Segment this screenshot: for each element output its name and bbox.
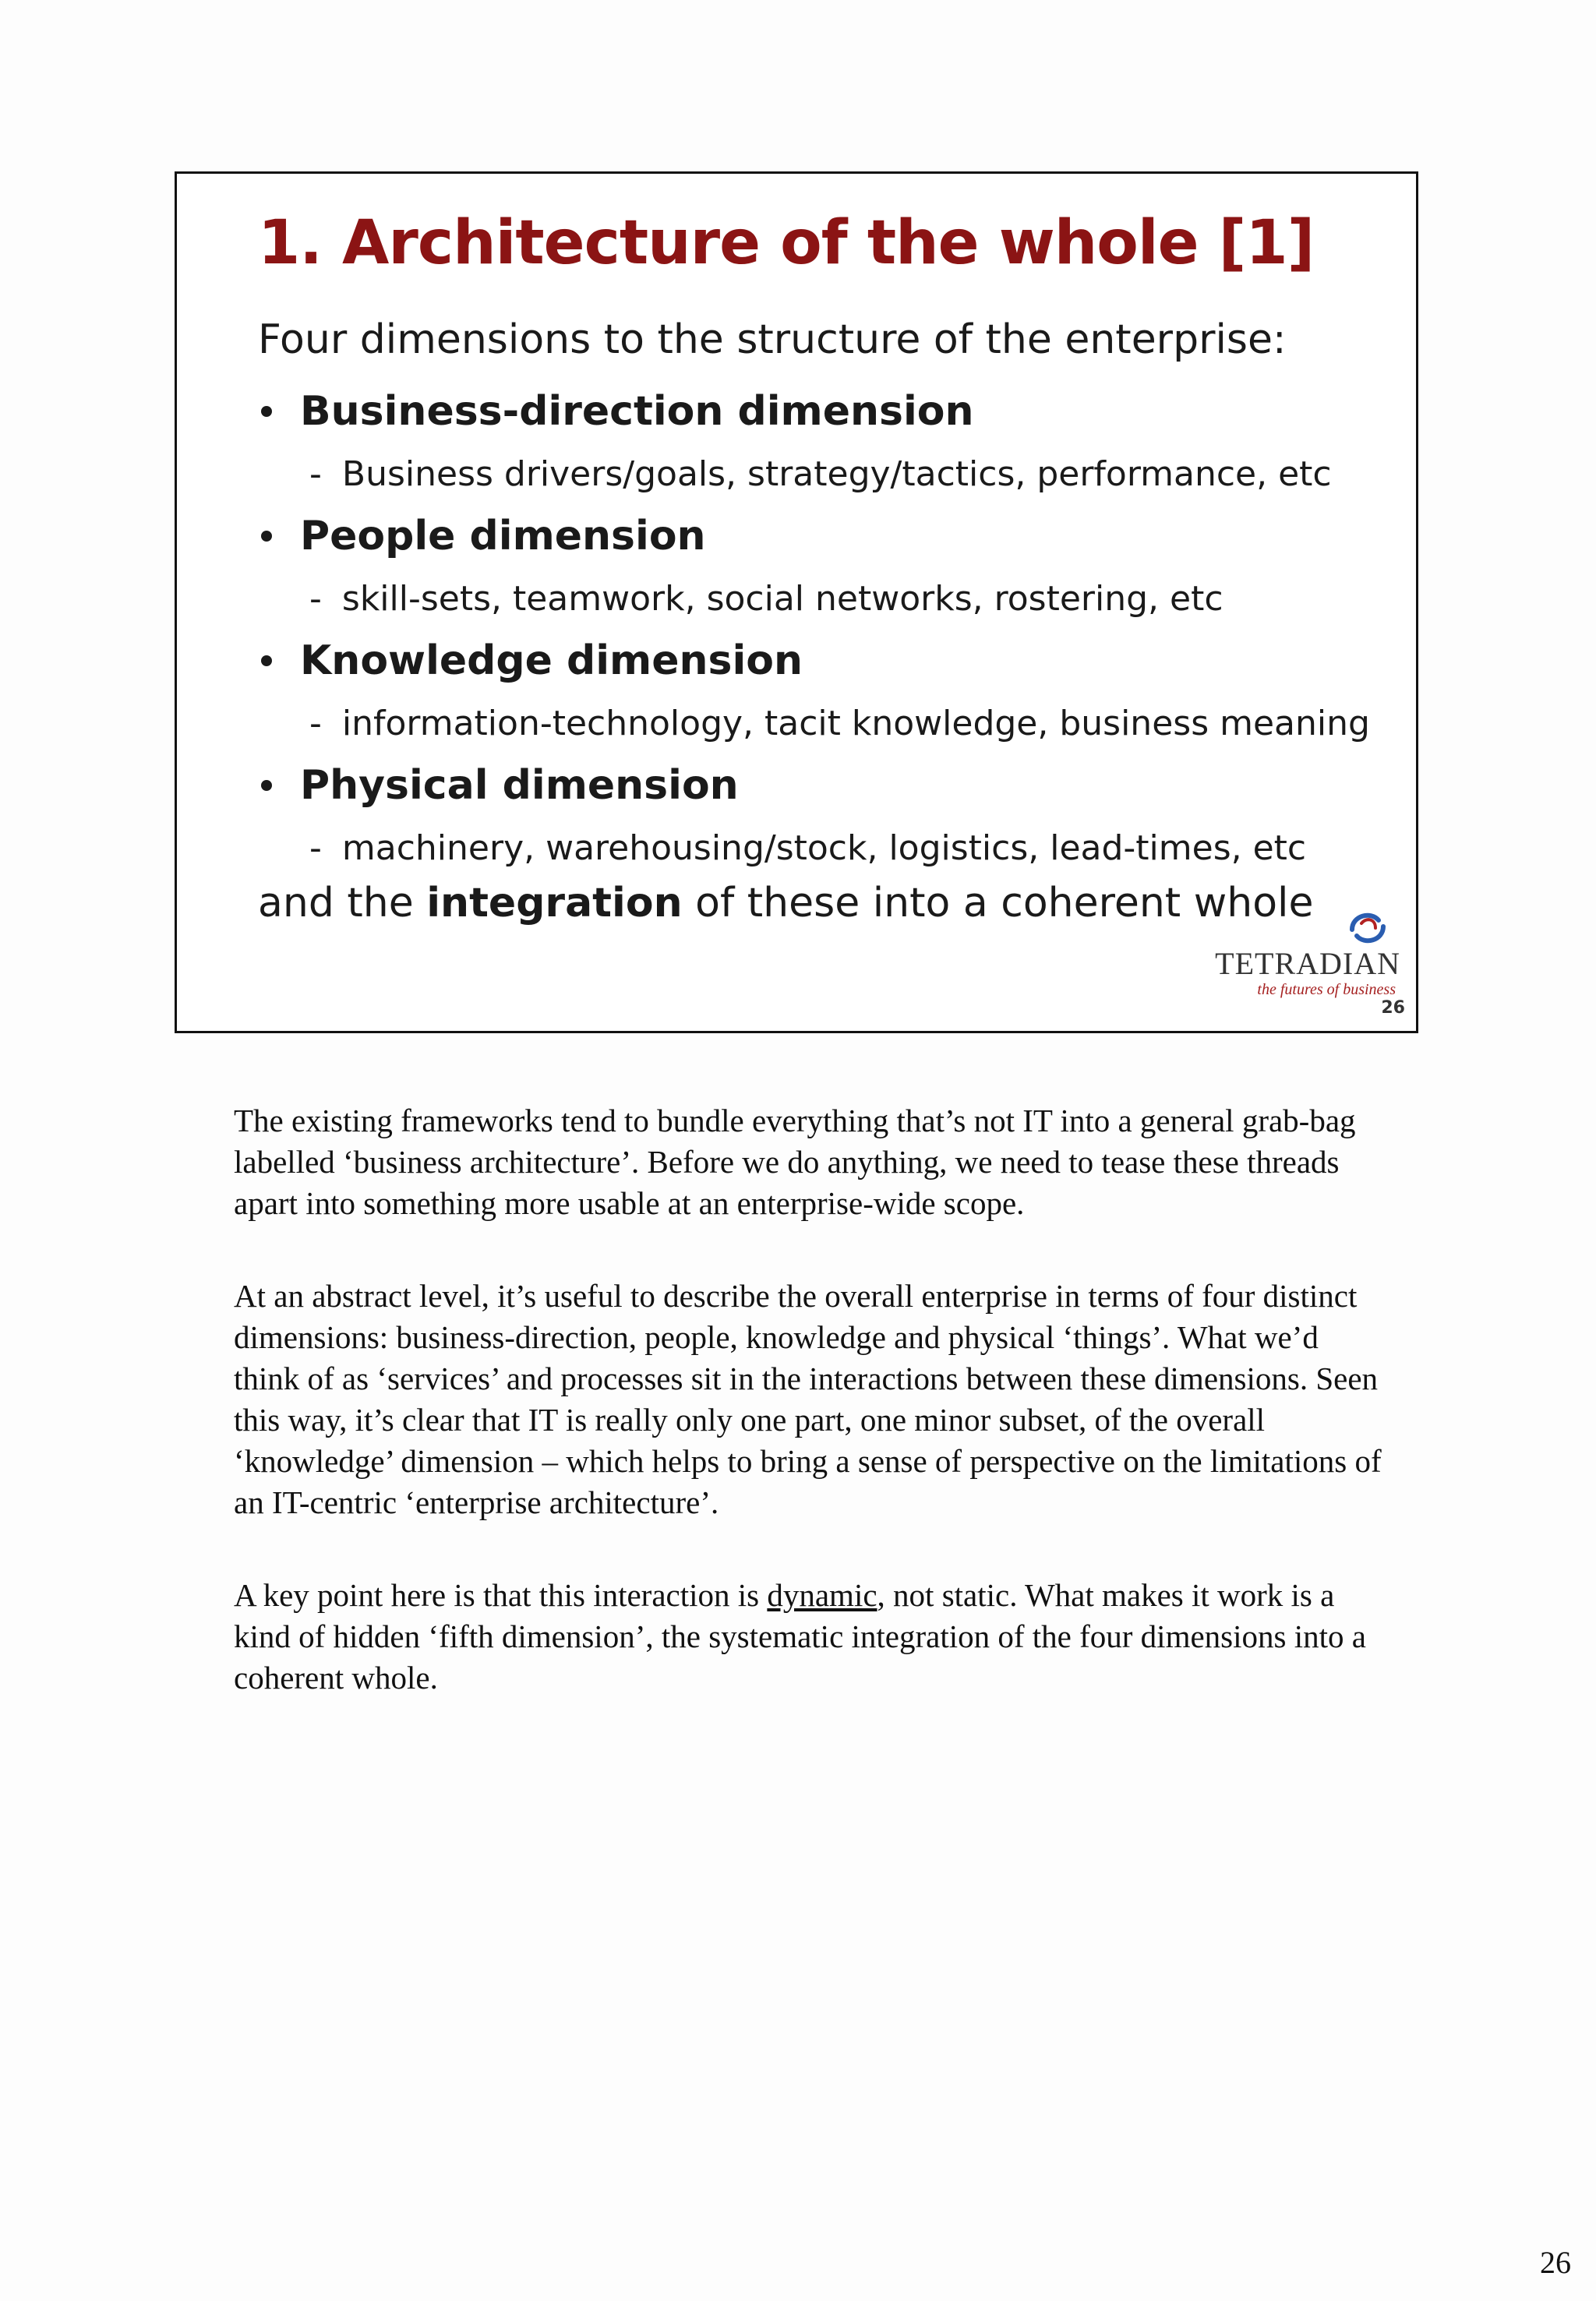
- bullet-detail: skill-sets, teamwork, social networks, rostering, etc: [341, 578, 1223, 619]
- bullet-detail: machinery, warehousing/stock, logistics, lead-times, etc: [341, 828, 1307, 868]
- bullet-dot-icon: [261, 406, 272, 417]
- logo-tagline: the futures of business: [1257, 981, 1396, 998]
- bullet-heading: Knowledge dimension: [300, 637, 803, 684]
- closing-bold: integration: [426, 880, 683, 926]
- bullet-item: [258, 633, 1370, 758]
- slide-frame: [175, 171, 1418, 1033]
- notes-paragraph: At an abstract level, it’s useful to describe the overall enterprise in terms of four distinct dimensions: business-direction, people, knowledge and physical ‘things’. What we’d think of as ‘services’ and processes sit in the interactions between these dimensions. Seen this way, it’s clear that IT is really only one part, one minor subset, of the overall ‘knowledge’ dimension – which helps to bring a sense of perspective on the limitations of an IT-centric ‘enterprise architecture’.: [234, 1278, 1382, 1520]
- dash-icon: -: [309, 453, 322, 494]
- bullet-heading: Physical dimension: [300, 762, 739, 809]
- bullet-list: [258, 384, 1370, 883]
- notes-paragraph: [234, 1575, 1387, 1699]
- page-number: 26: [1540, 2245, 1571, 2280]
- bullet-item: [258, 509, 1370, 633]
- bullet-item: [258, 384, 1370, 509]
- bullet-heading: Business-direction dimension: [300, 388, 974, 435]
- notes-paragraph: The existing frameworks tend to bundle everything that’s not IT into a general grab-bag labelled ‘business architecture’. Before we do anything, we need to tease these threads apart into something more usable at an enterprise-wide scope.: [234, 1103, 1356, 1221]
- bullet-detail: Business drivers/goals, strategy/tactics, performance, etc: [341, 453, 1332, 494]
- notes-text: A key point here is that this interaction is: [234, 1577, 768, 1613]
- bullet-dot-icon: [261, 531, 272, 542]
- underlined-word: dynamic: [767, 1577, 877, 1613]
- speaker-notes: [234, 1100, 1387, 1750]
- logo-name: TETRADIAN: [1215, 946, 1400, 981]
- bullet-dot-icon: [261, 655, 272, 666]
- tetradian-swirl-icon: [1344, 906, 1391, 950]
- closing-after: of these into a coherent whole: [682, 880, 1314, 926]
- bullet-item: [258, 758, 1370, 883]
- slide-intro: Four dimensions to the structure of the enterprise:: [258, 316, 1287, 363]
- closing-before: and the: [258, 880, 427, 926]
- bullet-detail: information-technology, tacit knowledge, business meaning: [341, 703, 1370, 743]
- slide-number: 26: [1381, 998, 1405, 1018]
- dash-icon: -: [309, 828, 322, 868]
- bullet-dot-icon: [261, 780, 272, 791]
- bullet-heading: People dimension: [300, 513, 706, 559]
- notes-text: , not static. What makes it work is a kind of hidden ‘fifth dimension’, the systematic integration of the four dimensions into a coherent whole.: [234, 1577, 1366, 1696]
- slide-closing: [258, 880, 1313, 926]
- dash-icon: -: [309, 578, 322, 619]
- dash-icon: -: [309, 703, 322, 743]
- slide-title: 1. Architecture of the whole [1]: [258, 208, 1315, 278]
